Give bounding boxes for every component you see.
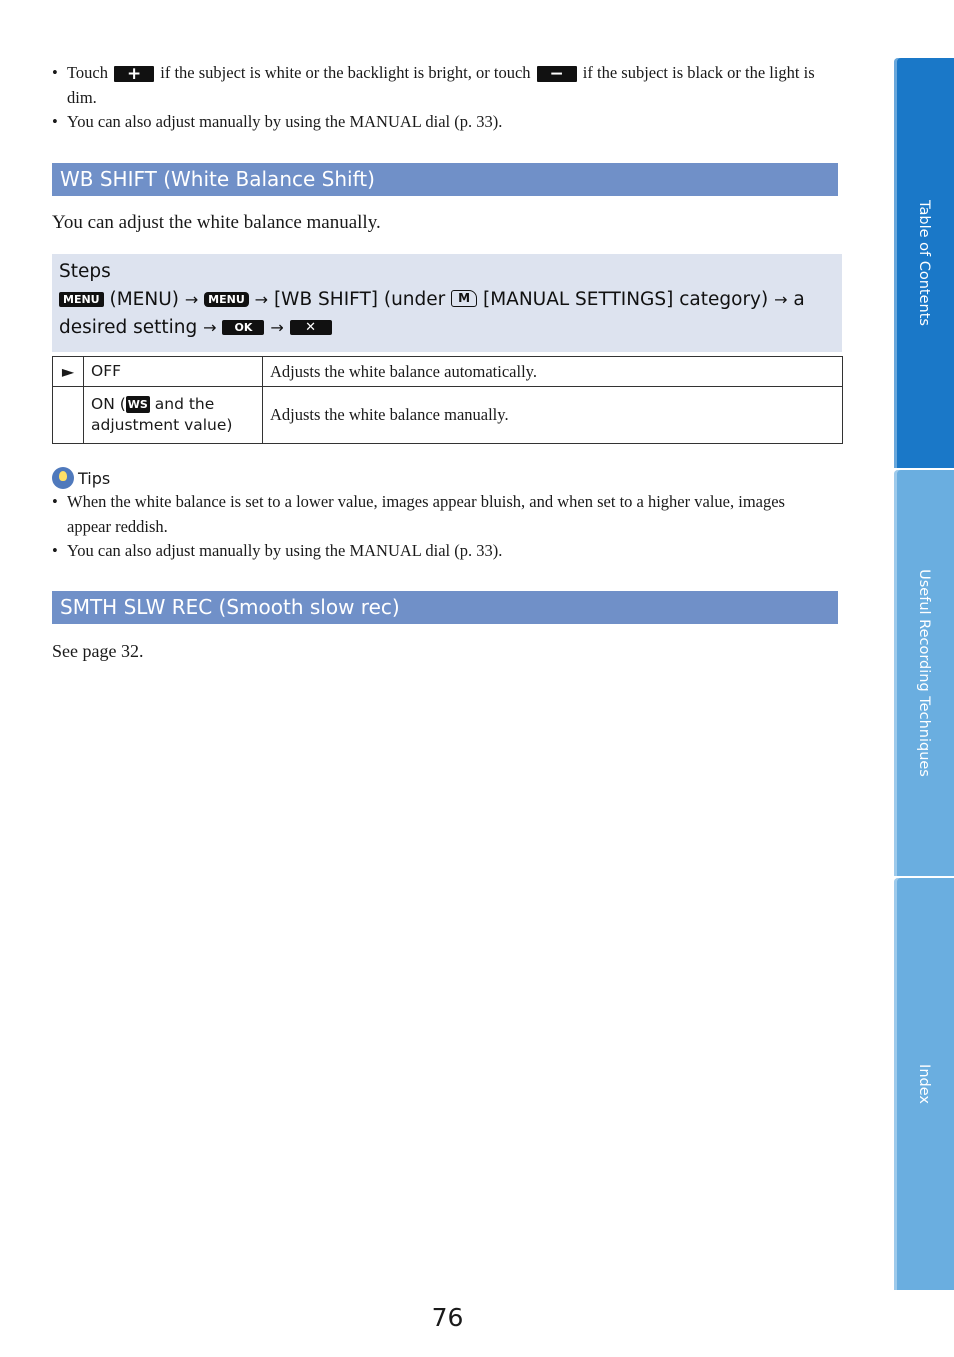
bullet-text: if the subject is black or the light is dim. [67,63,815,107]
ok-button-icon: OK [222,320,264,335]
intro-bullets [52,61,842,135]
manual-settings-icon: M [451,290,477,307]
steps-box [52,254,842,352]
tab-label: Table of Contents [916,200,932,326]
table-row [53,387,843,444]
arrow-icon: → [184,290,199,309]
section-heading-wb-shift: WB SHIFT (White Balance Shift) [52,163,838,196]
arrow-icon: → [254,290,269,309]
desired-setting-label: a desired setting [59,289,805,338]
tab-label: Useful Recording Techniques [916,569,932,777]
arrow-icon: → [203,318,217,337]
bullet-text: Touch [67,63,109,82]
wb-shift-indicator-icon: WS [127,398,148,411]
arrow-icon: → [270,318,284,337]
tips-list [52,490,812,564]
arrow-icon: → [774,290,788,309]
option-name: OFF [84,357,263,387]
tab-label: Index [916,1064,932,1104]
lightbulb-icon [52,467,74,489]
bullet-text: You can also adjust manually by using the MANUAL dial (p. 33). [67,112,503,131]
tab-index[interactable] [894,878,954,1290]
default-marker-icon [53,387,84,444]
tips-heading [52,467,110,489]
option-name-suffix: and the adjustment value) [91,395,233,434]
option-name-prefix: ON ( [91,395,126,413]
default-marker-icon: ► [53,357,84,387]
page-number: 76 [431,1303,464,1332]
steps-title: Steps [59,261,111,282]
sidebar-nav [894,58,954,1290]
menu-button-icon: MENU [59,292,104,307]
table-row [53,357,843,387]
list-item: • You can also adjust manually by using the MANUAL dial (p. 33). [52,539,812,564]
bullet-exposure-touch [52,61,842,110]
tab-useful-recording-techniques[interactable] [894,470,954,876]
minus-icon: − [537,66,577,82]
wb-shift-description: You can adjust the white balance manually. [52,212,381,233]
option-name [84,387,263,444]
category-label: [MANUAL SETTINGS] category) [483,289,769,310]
section-heading-smth-slw-rec: SMTH SLW REC (Smooth slow rec) [52,591,838,624]
bullet-text: if the subject is white or the backlight is bright, or touch [160,63,531,82]
bullet-manual-dial [52,110,842,135]
close-icon: ✕ [290,320,332,335]
list-item: • When the white balance is set to a lower value, images appear bluish, and when set to a higher value, images appear reddish. [52,490,812,539]
menu-label: (MENU) [109,289,179,310]
plus-icon: + [114,66,154,82]
wb-shift-options-table [52,356,843,444]
wb-shift-item: [WB SHIFT] (under [273,289,446,310]
tips-label: Tips [78,469,111,488]
option-description: Adjusts the white balance automatically. [263,357,843,387]
option-description: Adjusts the white balance manually. [263,387,843,444]
menu-list-icon: MENU [204,292,249,307]
tab-table-of-contents[interactable] [894,58,954,468]
smth-slw-text: See page 32. [52,641,144,661]
steps-line [59,286,835,342]
